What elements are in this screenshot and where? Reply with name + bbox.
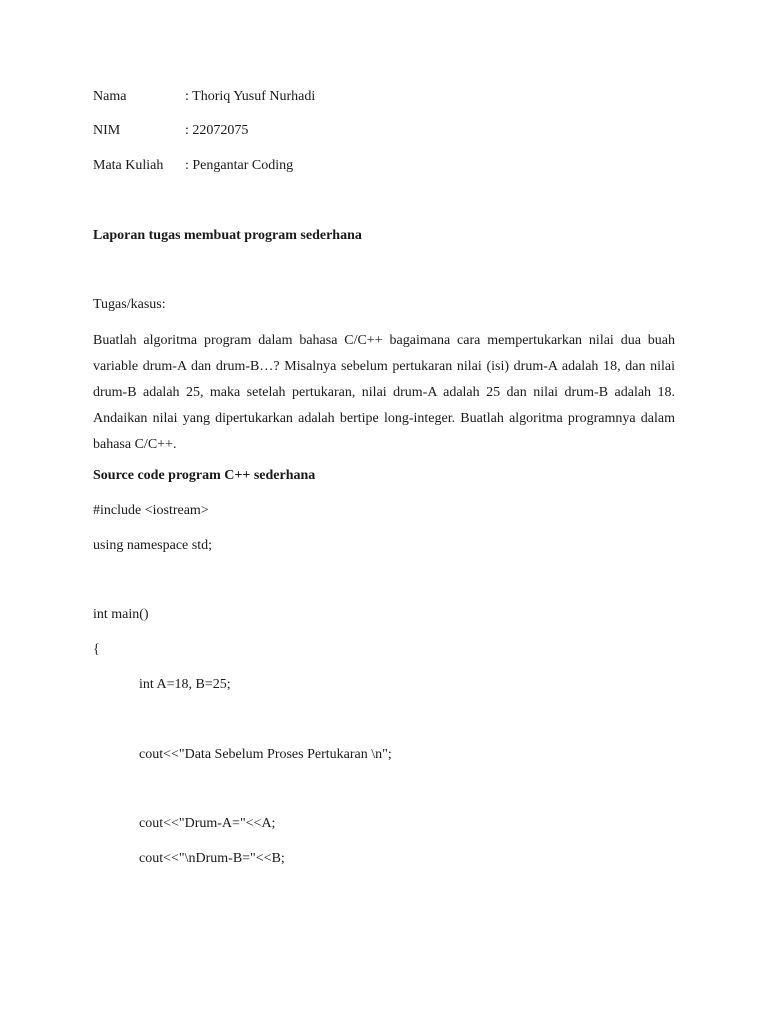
course-label: Mata Kuliah xyxy=(93,158,164,173)
code-line: cout<<"Data Sebelum Proses Pertukaran \n"; xyxy=(139,747,392,762)
code-line: int main() xyxy=(93,607,149,622)
report-title: Laporan tugas membuat program sederhana xyxy=(93,228,362,243)
code-line: cout<<"\nDrum-B="<<B; xyxy=(139,851,285,866)
nim-label: NIM xyxy=(93,123,121,138)
task-paragraph: Buatlah algoritma program dalam bahasa C/C++ bagaimana cara mempertukarkan nilai dua buah variable drum-A dan drum-B…? Misalnya sebelum pertukaran nilai (isi) drum-A adalah 18, dan nilai drum-B adalah 25, maka setelah pertukaran, nilai drum-A adalah 25 dan nilai drum-B adalah 18. Andaikan nilai yang dipertukarkan adalah bertipe long-integer. Buatlah algoritma programnya dalam bahasa C/C++. xyxy=(93,333,675,452)
task-label: Tugas/kasus: xyxy=(93,297,166,312)
code-line: int A=18, B=25; xyxy=(139,677,231,692)
code-line: using namespace std; xyxy=(93,538,212,553)
name-value: : Thoriq Yusuf Nurhadi xyxy=(185,89,316,104)
source-code-title: Source code program C++ sederhana xyxy=(93,468,316,483)
code-line: { xyxy=(93,642,100,657)
nim-value: : 22072075 xyxy=(185,123,249,138)
code-line: #include <iostream> xyxy=(93,503,209,518)
code-line: cout<<"Drum-A="<<A; xyxy=(139,816,276,831)
name-label: Nama xyxy=(93,89,127,104)
course-value: : Pengantar Coding xyxy=(185,158,294,173)
